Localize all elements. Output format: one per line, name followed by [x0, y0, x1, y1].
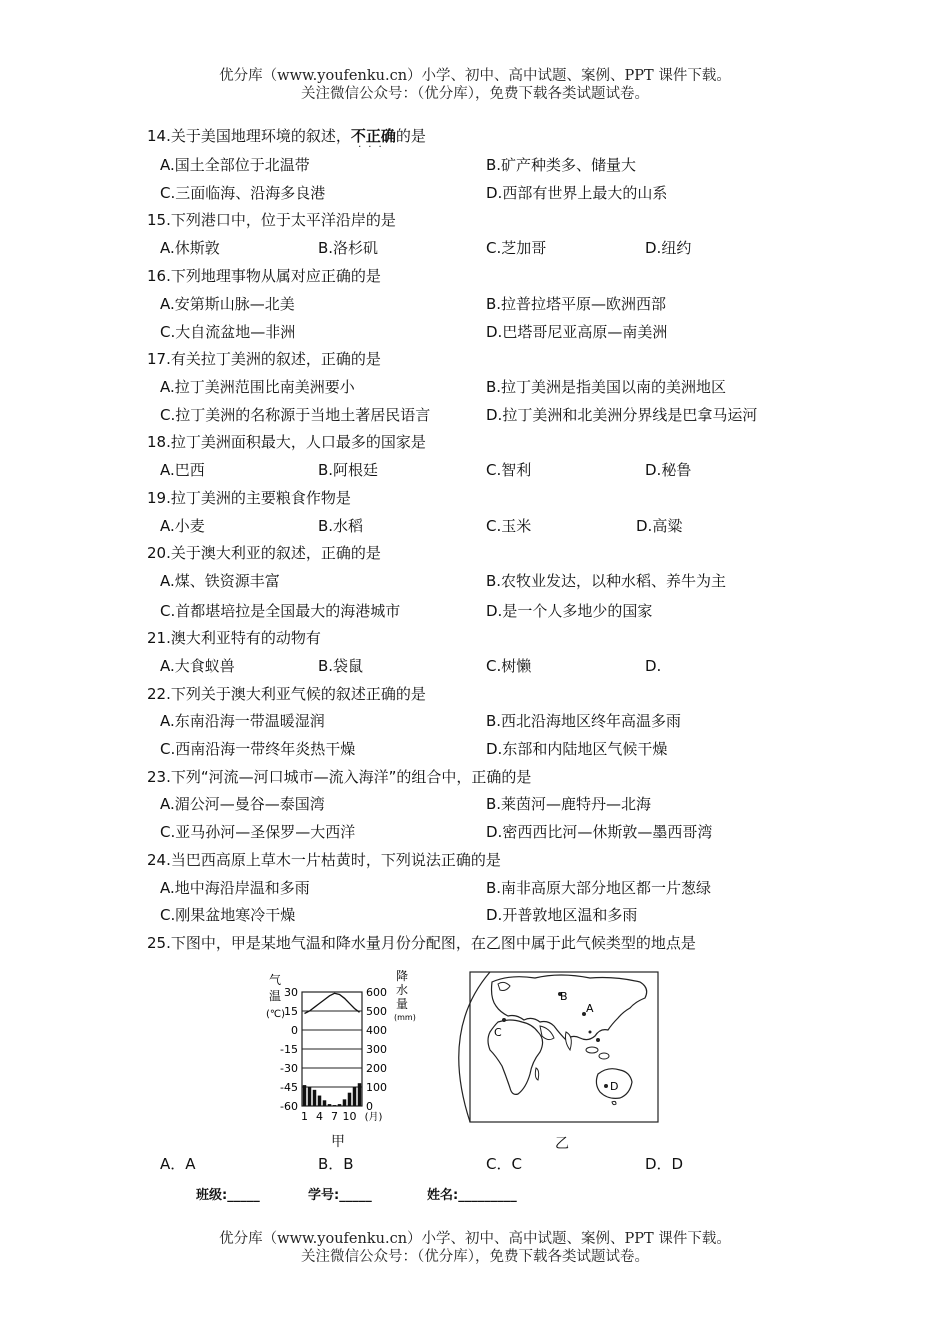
option-d[interactable]: D.开普敦地区温和多雨: [486, 906, 638, 924]
precip-bar: [353, 1087, 357, 1106]
month-tick-label: 1: [301, 1110, 308, 1123]
option-c[interactable]: C.刚果盆地寒冷干燥: [160, 906, 296, 924]
option-a[interactable]: A.国土全部位于北温带: [160, 156, 310, 174]
island: [599, 1053, 609, 1059]
precip-bar: [323, 1100, 327, 1106]
option-c[interactable]: C.首都堪培拉是全国最大的海港城市: [160, 602, 401, 620]
precip-tick-label: 400: [366, 1024, 387, 1037]
footer-line-1: 优分库（www.youfenku.cn）小学、初中、高中试题、案例、PPT 课件下载。: [219, 1231, 731, 1247]
month-tick-label: 10: [342, 1110, 357, 1123]
option-a[interactable]: A．A: [160, 1155, 196, 1173]
option-b[interactable]: B.袋鼠: [318, 657, 364, 675]
right-axis-label-char: (mm): [394, 1013, 416, 1022]
option-c[interactable]: C.三面临海、沿海多良港: [160, 184, 326, 202]
left-axis-label-char: 温: [269, 989, 282, 1003]
footer-line-2: 关注微信公众号：（优分库），免费下载各类试题试卷。: [301, 1249, 649, 1265]
island: [589, 1031, 592, 1034]
climate-chart: [258, 970, 420, 1130]
option-d[interactable]: D.纽约: [645, 239, 692, 257]
student-id-field[interactable]: 学号:_____: [308, 1188, 372, 1203]
question-14-stem: [147, 126, 426, 153]
precip-bar: [328, 1104, 332, 1106]
stem-text: 的是: [395, 127, 426, 145]
precip-bar: [313, 1090, 317, 1106]
option-a[interactable]: A.小麦: [160, 517, 205, 535]
madagascar-outline: [535, 1068, 538, 1080]
option-a[interactable]: A.拉丁美洲范围比南美洲要小: [160, 378, 355, 396]
map-point-a-label: A: [586, 1002, 594, 1015]
temp-tick-label: -45: [280, 1081, 298, 1094]
precip-bar: [308, 1087, 312, 1106]
right-axis-label-char: 量: [396, 997, 409, 1011]
precip-tick-label: 300: [366, 1043, 387, 1056]
question-16-stem: 16.下列地理事物从属对应正确的是: [147, 267, 381, 285]
question-23-stem: 23.下列“河流—河口城市—流入海洋”的组合中，正确的是: [147, 768, 532, 786]
precip-bar: [348, 1093, 352, 1106]
question-22-stem: 22.下列关于澳大利亚气候的叙述正确的是: [147, 685, 426, 703]
precip-bar: [303, 1085, 307, 1106]
option-a[interactable]: A.地中海沿岸温和多雨: [160, 879, 310, 897]
name-field[interactable]: 姓名:_________: [427, 1188, 517, 1203]
tick-labels: [280, 986, 387, 1123]
option-d[interactable]: D.高粱: [636, 517, 683, 535]
option-c[interactable]: C.亚马孙河—圣保罗—大西洋: [160, 823, 356, 841]
header-line-2: 关注微信公众号：（优分库），免费下载各类试题试卷。: [301, 86, 649, 102]
precip-bar: [338, 1104, 342, 1106]
class-field[interactable]: 班级:_____: [196, 1188, 260, 1203]
map-point-c-label: C: [494, 1026, 502, 1039]
header-line-1: 优分库（www.youfenku.cn）小学、初中、高中试题、案例、PPT 课件下载。: [219, 68, 731, 84]
precip-tick-label: 600: [366, 986, 387, 999]
option-c[interactable]: C.拉丁美洲的名称源于当地土著居民语言: [160, 406, 431, 424]
question-19-stem: 19.拉丁美洲的主要粮食作物是: [147, 489, 351, 507]
option-b[interactable]: B.西北沿海地区终年高温多雨: [486, 712, 682, 730]
temp-tick-label: -30: [280, 1062, 298, 1075]
option-d[interactable]: D.密西西比河—休斯敦—墨西哥湾: [486, 823, 713, 841]
option-d[interactable]: D.: [645, 657, 662, 675]
right-axis-label-char: 水: [396, 983, 409, 997]
precip-bar: [333, 1105, 337, 1106]
option-d[interactable]: D．D: [645, 1155, 684, 1173]
option-d[interactable]: D.秘鲁: [645, 461, 692, 479]
tasmania-outline: [612, 1101, 616, 1104]
option-b[interactable]: B.水稻: [318, 517, 364, 535]
map-point-b-label: B: [560, 990, 568, 1003]
precip-bar: [358, 1083, 362, 1106]
figure-caption-right: 乙: [555, 1136, 569, 1152]
option-d[interactable]: D.是一个人多地少的国家: [486, 602, 653, 620]
option-a[interactable]: A.休斯敦: [160, 239, 220, 257]
option-c[interactable]: C.玉米: [486, 517, 532, 535]
map-point-c-dot: [502, 1018, 506, 1022]
question-17-stem: 17.有关拉丁美洲的叙述，正确的是: [147, 350, 381, 368]
month-unit-label: (月): [364, 1112, 383, 1123]
precip-tick-label: 100: [366, 1081, 387, 1094]
option-b[interactable]: B．B: [318, 1155, 354, 1173]
temp-tick-label: 15: [284, 1005, 298, 1018]
option-a[interactable]: A.大食蚁兽: [160, 657, 235, 675]
option-b[interactable]: B.农牧业发达，以种水稻、养牛为主: [486, 572, 727, 590]
option-b[interactable]: B.南非高原大部分地区都一片葱绿: [486, 879, 712, 897]
option-d[interactable]: D.西部有世界上最大的山系: [486, 184, 668, 202]
option-a[interactable]: A.安第斯山脉—北美: [160, 295, 295, 313]
option-b[interactable]: B.拉丁美洲是指美国以南的美洲地区: [486, 378, 727, 396]
option-d[interactable]: D.拉丁美洲和北美洲分界线是巴拿马运河: [486, 406, 758, 424]
right-axis-label-char: 降: [396, 970, 409, 983]
option-c[interactable]: C.智利: [486, 461, 532, 479]
precip-tick-label: 0: [366, 1100, 373, 1113]
option-d[interactable]: D.东部和内陆地区气候干燥: [486, 740, 668, 758]
temp-tick-label: 0: [291, 1024, 298, 1037]
temp-tick-label: 30: [284, 986, 298, 999]
figure-caption-left: 甲: [331, 1134, 345, 1150]
precip-bar: [343, 1099, 347, 1106]
island: [586, 1047, 598, 1053]
world-map: [440, 970, 660, 1130]
month-tick-label: 7: [331, 1110, 338, 1123]
option-b[interactable]: B.拉普拉塔平原—欧洲西部: [486, 295, 667, 313]
left-axis-label-char: 气: [269, 973, 282, 987]
option-a[interactable]: A.东南沿海一带温暖湿润: [160, 712, 325, 730]
option-a[interactable]: A.湄公河—曼谷—泰国湾: [160, 795, 325, 813]
emphasis-text: 不正确 ···: [350, 127, 396, 153]
precip-tick-label: 200: [366, 1062, 387, 1075]
option-b[interactable]: B.矿产种类多、储量大: [486, 156, 637, 174]
option-c[interactable]: C.树懒: [486, 657, 532, 675]
month-tick-label: 4: [316, 1110, 323, 1123]
question-15-stem: 15.下列港口中，位于太平洋沿岸的是: [147, 211, 396, 229]
option-b[interactable]: B.阿根廷: [318, 461, 379, 479]
option-b[interactable]: B.洛杉矶: [318, 239, 379, 257]
question-20-stem: 20.关于澳大利亚的叙述，正确的是: [147, 544, 381, 562]
option-c[interactable]: C.西南沿海一带终年炎热干燥: [160, 740, 356, 758]
question-21-stem: 21.澳大利亚特有的动物有: [147, 629, 321, 647]
left-axis-label-char: (℃): [266, 1009, 286, 1020]
option-c[interactable]: C．C: [486, 1155, 522, 1173]
temp-tick-label: -15: [280, 1043, 298, 1056]
option-b[interactable]: B.莱茵河—鹿特丹—北海: [486, 795, 652, 813]
option-a[interactable]: A.煤、铁资源丰富: [160, 572, 280, 590]
option-a[interactable]: A.巴西: [160, 461, 205, 479]
question-18-stem: 18.拉丁美洲面积最大，人口最多的国家是: [147, 433, 426, 451]
map-point-d-dot: [604, 1084, 608, 1088]
question-24-stem: 24.当巴西高原上草木一片枯黄时，下列说法正确的是: [147, 851, 501, 869]
temp-line: [305, 993, 360, 1013]
precip-bar: [318, 1096, 322, 1106]
precip-tick-label: 500: [366, 1005, 387, 1018]
temp-line-group: [305, 993, 360, 1013]
option-c[interactable]: C.大自流盆地—非洲: [160, 323, 296, 341]
stem-text: 14.关于美国地理环境的叙述，: [147, 127, 351, 145]
option-c[interactable]: C.芝加哥: [486, 239, 547, 257]
map-point-d-label: D: [610, 1080, 619, 1093]
island: [596, 1038, 600, 1042]
temp-tick-label: -60: [280, 1100, 298, 1113]
option-d[interactable]: D.巴塔哥尼亚高原—南美洲: [486, 323, 668, 341]
question-25-stem: 25.下图中，甲是某地气温和降水量月份分配图，在乙图中属于此气候类型的地点是: [147, 934, 696, 952]
